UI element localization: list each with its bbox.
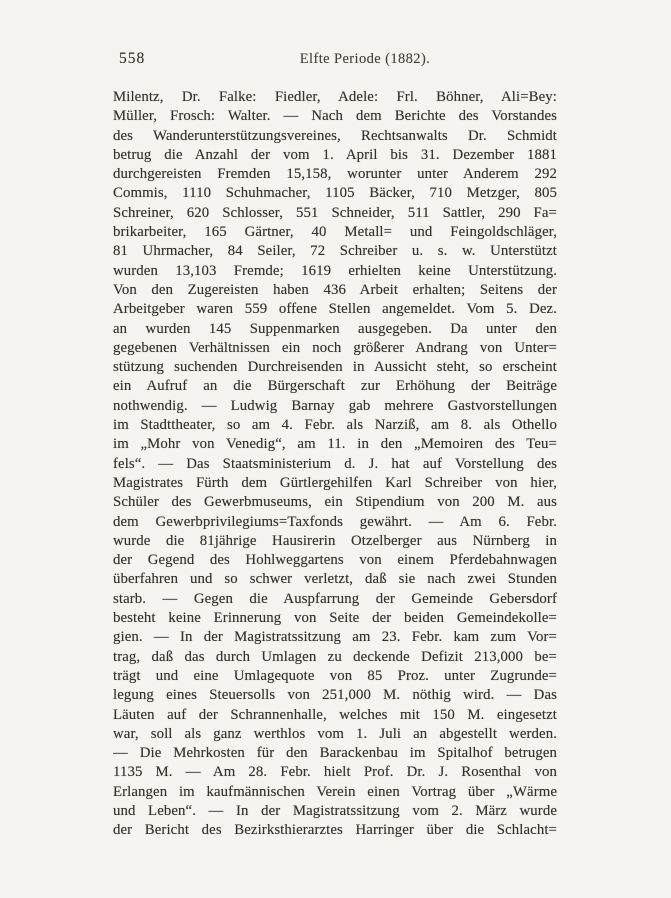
text-line: Milentz, Dr. Falke: Fiedler, Adele: Frl. Böhner, Ali=Bey: [113, 89, 557, 105]
text-line: stützung suchenden Durchreisenden in Aussicht steht, so erscheint [113, 359, 557, 376]
text-line: — Die Mehrkosten für den Barackenbau im Spitalhof betrugen [113, 745, 557, 762]
text-line: im Stadttheater, so am 4. Febr. als Narziß, am 8. als Othello [113, 417, 557, 434]
text-line: Arbeitgeber waren 559 offene Stellen angemeldet. Vom 5. Dez. [113, 301, 557, 318]
text-line: Commis, 1110 Schuhmacher, 1105 Bäcker, 710 Metzger, 805 [113, 185, 557, 202]
text-line: dem Gewerbprivilegiums=Taxfonds gewährt. — Am 6. Febr. [113, 513, 557, 530]
text-line: wurden 13,103 Fremde; 1619 erhielten keine Unterstützung. [113, 262, 557, 279]
text-line: und Leben“. — In der Magistratssitzung vom 2. März wurde [113, 802, 557, 819]
text-line: 1135 M. — Am 28. Febr. hielt Prof. Dr. J. Rosenthal von [113, 764, 557, 781]
text-line: der Gegend des Hohlweggartens von einem Pferdebahnwagen [113, 552, 557, 569]
text-line: gien. — In der Magistratssitzung am 23. Febr. kam zum Vor= [113, 629, 557, 646]
text-line: legung eines Steuersolls von 251,000 M. nöthig wird. — Das [113, 687, 557, 704]
text-line: des Wanderunterstützungsvereines, Rechtsanwalts Dr. Schmidt [113, 127, 557, 144]
text-line: an wurden 145 Suppenmarken ausgegeben. Da unter den [113, 320, 557, 337]
text-line: im „Mohr von Venedig“, am 11. in den „Memoiren des Teu= [113, 436, 557, 453]
text-line: der Bericht des Bezirksthierarztes Harringer über die Schlacht= [113, 822, 557, 839]
text-line: 81 Uhrmacher, 84 Seiler, 72 Schreiber u. s. w. Unterstützt [113, 243, 557, 260]
text-line: trag, daß das durch Umlagen zu deckende Defizit 213,000 be= [113, 648, 557, 665]
text-line: Magistrates Fürth dem Gürtlergehilfen Karl Schreiber von hier, [113, 474, 557, 491]
text-line: nothwendig. — Ludwig Barnay gab mehrere Gastvorstellungen [113, 397, 557, 414]
text-line: ein Aufruf an die Bürgerschaft zur Erhöhung der Beiträge [113, 378, 557, 395]
text-line: fels“. — Das Staatsministerium d. J. hat auf Vorstellung des [113, 455, 557, 472]
text-line: trägt und eine Umlagequote von 85 Proz. unter Zugrunde= [113, 667, 557, 684]
body-text-block [113, 88, 557, 841]
text-line: brikarbeiter, 165 Gärtner, 40 Metall= und Feingoldschläger, [113, 224, 557, 241]
running-title: Elfte Periode (1882). [299, 51, 431, 67]
text-line: Schreiner, 620 Schlosser, 551 Schneider, 511 Sattler, 290 Fa= [113, 204, 557, 221]
text-line: überfahren und so schwer verletzt, daß sie nach zwei Stunden [113, 571, 557, 588]
text-line: gegebenen Verhältnissen ein noch größerer Andrang von Unter= [113, 339, 557, 356]
text-line: wurde die 81jährige Hausirerin Otzelberger aus Nürnberg in [113, 532, 557, 549]
text-line: Schüler des Gewerbmuseums, ein Stipendium von 200 M. aus [113, 494, 557, 511]
text-line: durchgereisten Fremden 15,158, worunter unter Anderem 292 [113, 166, 557, 183]
text-line: Läuten auf der Schrannenhalle, welches mit 150 M. eingesetzt [113, 706, 557, 723]
text-line: starb. — Gegen die Auspfarrung der Gemeinde Gebersdorf [113, 590, 557, 607]
text-line: Von den Zugereisten haben 436 Arbeit erhalten; Seitens der [113, 281, 557, 298]
text-line: besteht keine Erinnerung von Seite der beiden Gemeindekolle= [113, 610, 557, 627]
text-line: Müller, Frosch: Walter. — Nach dem Berichte des Vorstandes [113, 108, 557, 125]
text-line: Erlangen im kaufmännischen Verein einen Vortrag über „Wärme [113, 783, 557, 800]
page-number: 558 [119, 50, 146, 67]
page-header [113, 50, 557, 72]
text-line: war, soll als ganz werthlos vom 1. Juli an abgestellt werden. [113, 725, 557, 742]
text-line: betrug die Anzahl der vom 1. April bis 31. Dezember 1881 [113, 146, 557, 163]
